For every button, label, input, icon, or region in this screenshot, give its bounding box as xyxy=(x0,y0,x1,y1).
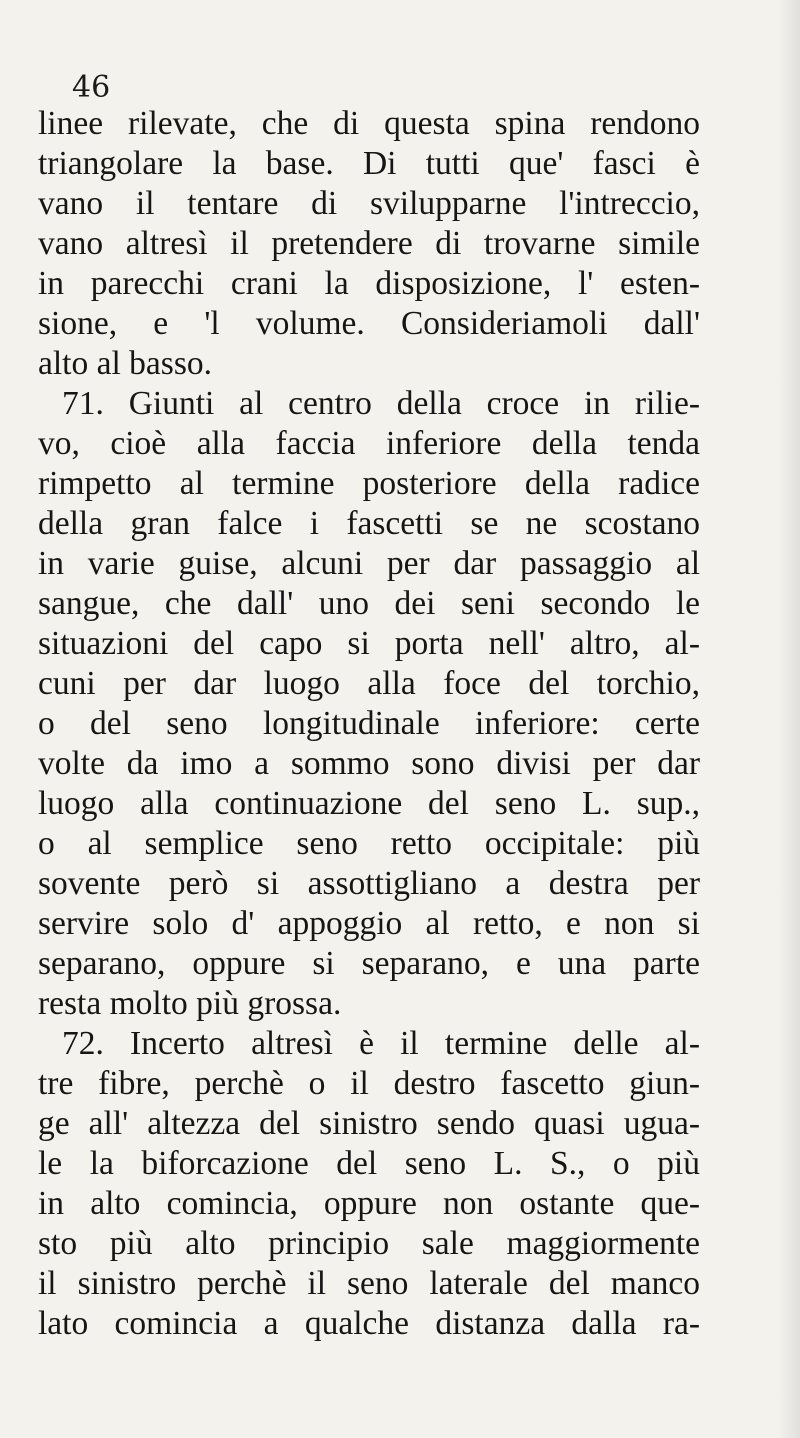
text-line: sto più alto principio sale maggiormente xyxy=(38,1225,700,1262)
text-line: servire solo d' appoggio al retto, e non si xyxy=(38,905,700,942)
text-line: vo, cioè alla faccia inferiore della tenda xyxy=(38,425,700,462)
text-line: separano, oppure si separano, e una parte xyxy=(38,945,700,982)
text-line: situazioni del capo si porta nell' altro, al- xyxy=(38,625,700,662)
text-line: le la biforcazione del seno L. S., o più xyxy=(38,1145,700,1182)
text-line: vano il tentare di svilupparne l'intreccio, xyxy=(38,185,700,222)
text-line: sione, e 'l volume. Consideriamoli dall' xyxy=(38,305,700,342)
text-line: 71. Giunti al centro della croce in rilie- xyxy=(62,385,700,422)
text-line: della gran falce i fascetti se ne scostano xyxy=(38,505,700,542)
text-line: rimpetto al termine posteriore della radice xyxy=(38,465,700,502)
page-number: 46 xyxy=(72,70,111,105)
text-line: o del seno longitudinale inferiore: certe xyxy=(38,705,700,742)
text-line: alto al basso. xyxy=(38,345,212,382)
text-line: sovente però si assottigliano a destra per xyxy=(38,865,700,902)
text-line: luogo alla continuazione del seno L. sup., xyxy=(38,785,700,822)
text-line: cuni per dar luogo alla foce del torchio, xyxy=(38,665,700,702)
text-line: in parecchi crani la disposizione, l' esten- xyxy=(38,265,700,302)
text-line: resta molto più grossa. xyxy=(38,985,342,1022)
text-line: triangolare la base. Di tutti que' fasci è xyxy=(38,145,700,182)
text-line: vano altresì il pretendere di trovarne simile xyxy=(38,225,700,262)
text-line: sangue, che dall' uno dei seni secondo le xyxy=(38,585,700,622)
text-line: tre fibre, perchè o il destro fascetto giun- xyxy=(38,1065,700,1102)
text-line: il sinistro perchè il seno laterale del manco xyxy=(38,1265,700,1302)
text-line: volte da imo a sommo sono divisi per dar xyxy=(38,745,700,782)
text-line: linee rilevate, che di questa spina rendono xyxy=(38,105,700,142)
text-line: in alto comincia, oppure non ostante que- xyxy=(38,1185,700,1222)
text-line: 72. Incerto altresì è il termine delle al- xyxy=(62,1025,700,1062)
text-line: ge all' altezza del sinistro sendo quasi ugua- xyxy=(38,1105,700,1142)
text-line: o al semplice seno retto occipitale: più xyxy=(38,825,700,862)
text-line: in varie guise, alcuni per dar passaggio al xyxy=(38,545,700,582)
body-text xyxy=(38,104,700,1344)
text-line: lato comincia a qualche distanza dalla ra- xyxy=(38,1305,700,1342)
